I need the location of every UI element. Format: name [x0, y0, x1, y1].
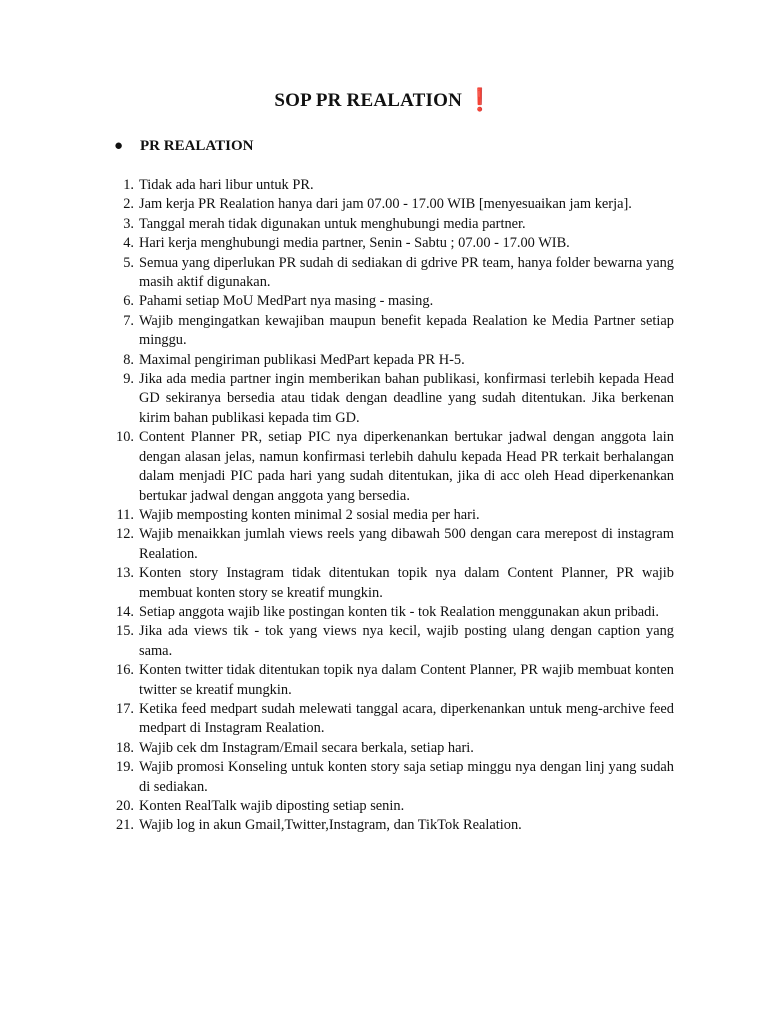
- item-number: 7.: [123, 312, 134, 329]
- item-number: 18.: [116, 739, 134, 756]
- item-text: Pahami setiap MoU MedPart nya masing - masing.: [139, 293, 434, 310]
- item-number: 1.: [123, 177, 134, 193]
- list-item: [104, 292, 674, 311]
- list-item: [104, 564, 674, 603]
- list-item: [104, 661, 674, 700]
- list-item: [104, 195, 674, 214]
- item-text: Wajib cek dm Instagram/Email secara berkala, setiap hari.: [139, 739, 474, 756]
- list-item: [104, 312, 674, 351]
- item-number: 8.: [123, 351, 134, 368]
- list-item: [104, 797, 674, 816]
- item-text: Konten RealTalk wajib diposting setiap senin.: [139, 798, 405, 814]
- item-text: Konten twitter tidak ditentukan topik nya dalam Content Planner, PR wajib membuat konten twitter se kreatif mungkin.: [139, 662, 674, 698]
- item-text: Jika ada media partner ingin memberikan bahan publikasi, konfirmasi terlebih kepada Head GD sekiranya bersedia atau tidak dengan deadline yang sudah ditentukan. Jika berkenan kirim bahan publikasi kepada tim GD.: [139, 371, 674, 426]
- item-text: Content Planner PR, setiap PIC nya diperkenankan bertukar jadwal dengan anggota lain dengan alasan jelas, namun konfirmasi terlebih dahulu kepada Head PR terkait berhalangan dalam menjadi PIC pada hari yang sudah ditentukan, jika di acc oleh Head diperkenankan bertukar jadwal dengan anggota yang bersedia.: [139, 429, 674, 504]
- item-text: Semua yang diperlukan PR sudah di sediakan di gdrive PR team, hanya folder bewarna yang masih aktif digunakan.: [139, 254, 674, 291]
- item-text: Jika ada views tik - tok yang views nya kecil, wajib posting ulang dengan caption yang sama.: [139, 623, 674, 659]
- list-item: [104, 739, 674, 758]
- item-number: 4.: [123, 235, 134, 252]
- title-text: SOP PR REALATION: [274, 90, 462, 111]
- item-text: Tanggal merah tidak digunakan untuk menghubungi media partner.: [139, 215, 526, 232]
- document-title: [0, 87, 768, 113]
- list-item: [104, 428, 674, 506]
- item-number: 3.: [123, 215, 134, 232]
- item-text: Maximal pengiriman publikasi MedPart kepada PR H-5.: [139, 351, 465, 368]
- list-item: [104, 758, 674, 797]
- item-text: Tidak ada hari libur untuk PR.: [139, 177, 314, 193]
- list-item: [104, 176, 674, 195]
- item-number: 11.: [116, 506, 134, 523]
- item-text: Wajib mengingatkan kewajiban maupun benefit kepada Realation ke Media Partner setiap minggu.: [139, 312, 674, 349]
- list-item: [104, 816, 674, 835]
- item-text: Konten story Instagram tidak ditentukan topik nya dalam Content Planner, PR wajib membuat konten story se kreatif mungkin.: [139, 565, 674, 601]
- item-text: Jam kerja PR Realation hanya dari jam 07.00 - 17.00 WIB [menyesuaikan jam kerja].: [139, 196, 632, 213]
- list-item: [104, 370, 674, 428]
- item-number: 10.: [116, 429, 134, 446]
- list-item: [104, 603, 674, 622]
- item-text: Wajib log in akun Gmail,Twitter,Instagram, dan TikTok Realation.: [139, 817, 522, 834]
- item-number: 6.: [123, 293, 134, 310]
- item-text: Wajib promosi Konseling untuk konten story saja setiap minggu nya dengan linj yang sudah di sediakan.: [139, 759, 674, 795]
- item-number: 17.: [116, 700, 134, 717]
- item-text: Hari kerja menghubungi media partner, Senin - Sabtu ; 07.00 - 17.00 WIB.: [139, 235, 570, 252]
- list-item: [104, 254, 674, 293]
- item-text: Wajib menaikkan jumlah views reels yang dibawah 500 dengan cara merepost di instagram Realation.: [139, 526, 674, 562]
- item-number: 16.: [116, 662, 134, 679]
- item-number: 13.: [116, 565, 134, 582]
- item-number: 20.: [116, 798, 134, 814]
- section-heading: [114, 138, 253, 155]
- item-text: Wajib memposting konten minimal 2 sosial media per hari.: [139, 506, 480, 523]
- item-number: 12.: [116, 526, 134, 543]
- section-heading-text: PR REALATION: [140, 138, 254, 154]
- list-item: [104, 700, 674, 739]
- item-text: Setiap anggota wajib like postingan konten tik - tok Realation menggunakan akun pribadi.: [139, 603, 659, 620]
- item-number: 9.: [123, 371, 134, 388]
- exclamation-icon: ❗: [466, 87, 494, 112]
- list-item: [104, 622, 674, 661]
- item-number: 14.: [116, 603, 134, 620]
- item-text: Ketika feed medpart sudah melewati tanggal acara, diperkenankan untuk meng-archive feed medpart di Instagram Realation.: [139, 700, 674, 737]
- item-number: 19.: [116, 759, 134, 776]
- item-number: 2.: [123, 196, 134, 213]
- rules-list: [104, 176, 674, 836]
- list-item: [104, 351, 674, 370]
- item-number: 5.: [123, 254, 134, 271]
- item-number: 15.: [116, 623, 134, 640]
- list-item: [104, 506, 674, 525]
- list-item: [104, 525, 674, 564]
- bullet-icon: ●: [114, 138, 124, 154]
- list-item: [104, 234, 674, 253]
- item-number: 21.: [116, 817, 134, 834]
- list-item: [104, 215, 674, 234]
